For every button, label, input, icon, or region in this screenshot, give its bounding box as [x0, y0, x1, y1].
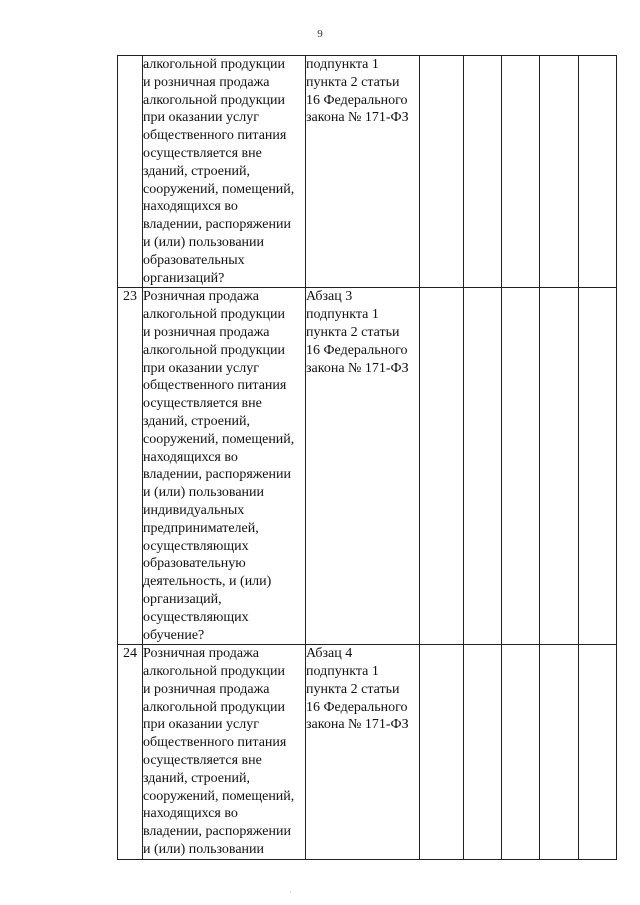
question-line: сооружений, помещений,	[143, 788, 295, 804]
reference-line: пункта 2 статьи	[306, 324, 400, 340]
question-line: обучение?	[143, 627, 205, 643]
question-line: образовательных	[143, 252, 245, 268]
reference-line: подпункта 1	[306, 307, 379, 323]
question-line: и (или) пользовании	[143, 842, 265, 858]
question-line: индивидуальных	[143, 502, 245, 518]
checklist-table	[117, 55, 617, 860]
answer-cell[interactable]	[579, 288, 617, 645]
answer-cell[interactable]	[464, 56, 502, 288]
question-line: осуществляется вне	[143, 753, 262, 769]
question-line: при оказании услуг	[143, 717, 259, 733]
table-row	[118, 288, 617, 645]
question-line: алкогольной продукции	[143, 342, 285, 358]
reference-line: 16 Федерального	[306, 92, 408, 108]
scan-speck: ·	[289, 888, 292, 897]
reference-line: закона № 171-ФЗ	[306, 717, 409, 733]
reference-line: пункта 2 статьи	[306, 681, 400, 697]
question-cell	[143, 645, 306, 860]
answer-cell[interactable]	[502, 645, 540, 860]
question-line: осуществляющих	[143, 538, 249, 554]
row-number-cell	[118, 56, 143, 288]
question-line: и (или) пользовании	[143, 234, 265, 250]
question-line: алкогольной продукции	[143, 57, 285, 72]
table-row	[118, 56, 617, 288]
reference-line: подпункта 1	[306, 57, 379, 72]
question-line: находящихся во	[143, 449, 238, 465]
reference-line: 16 Федерального	[306, 699, 408, 715]
question-line: владении, распоряжении	[143, 467, 291, 483]
question-line: зданий, строений,	[143, 770, 250, 786]
question-line: владении, распоряжении	[143, 217, 291, 233]
question-line: алкогольной продукции	[143, 664, 285, 680]
question-line: общественного питания	[143, 735, 287, 751]
question-line: осуществляется вне	[143, 396, 262, 412]
answer-cell[interactable]	[502, 288, 540, 645]
question-line: и розничная продажа	[143, 74, 270, 90]
question-line: Розничная продажа	[143, 646, 259, 662]
page-number: 9	[317, 28, 323, 40]
answer-cell[interactable]	[540, 288, 579, 645]
question-line: при оказании услуг	[143, 110, 259, 126]
question-line: зданий, строений,	[143, 413, 250, 429]
question-cell	[143, 288, 306, 645]
row-number-cell	[118, 645, 143, 860]
answer-cell[interactable]	[540, 645, 579, 860]
row-number: 24	[123, 646, 137, 662]
answer-cell[interactable]	[464, 288, 502, 645]
answer-cell[interactable]	[579, 56, 617, 288]
legal-reference-cell	[306, 645, 420, 860]
question-line: осуществляющих	[143, 609, 249, 625]
answer-cell[interactable]	[420, 288, 464, 645]
answer-cell[interactable]	[579, 645, 617, 860]
answer-cell[interactable]	[502, 56, 540, 288]
legal-reference-cell	[306, 288, 420, 645]
question-line: и розничная продажа	[143, 681, 270, 697]
reference-line: подпункта 1	[306, 664, 379, 680]
reference-line: пункта 2 статьи	[306, 74, 400, 90]
question-line: организаций,	[143, 591, 222, 607]
answer-cell[interactable]	[420, 645, 464, 860]
reference-line: Абзац 4	[306, 646, 353, 662]
question-line: алкогольной продукции	[143, 92, 285, 108]
question-line: осуществляется вне	[143, 145, 262, 161]
question-line: общественного питания	[143, 128, 287, 144]
question-line: образовательную	[143, 556, 246, 572]
question-line: предпринимателей,	[143, 520, 259, 536]
question-line: находящихся во	[143, 199, 238, 215]
question-line: организаций?	[143, 270, 225, 286]
row-number: 23	[123, 289, 137, 305]
reference-line: Абзац 3	[306, 289, 353, 305]
reference-line: 16 Федерального	[306, 342, 408, 358]
reference-line: закона № 171-ФЗ	[306, 360, 409, 376]
answer-cell[interactable]	[464, 645, 502, 860]
question-line: и розничная продажа	[143, 324, 270, 340]
table-row	[118, 645, 617, 860]
answer-cell[interactable]	[420, 56, 464, 288]
question-line: общественного питания	[143, 378, 287, 394]
question-line: алкогольной продукции	[143, 307, 285, 323]
question-line: зданий, строений,	[143, 163, 250, 179]
answer-cell[interactable]	[540, 56, 579, 288]
question-line: деятельность, и (или)	[143, 574, 272, 590]
legal-reference-cell	[306, 56, 420, 288]
question-line: сооружений, помещений,	[143, 431, 295, 447]
question-line: алкогольной продукции	[143, 699, 285, 715]
question-line: находящихся во	[143, 806, 238, 822]
question-line: и (или) пользовании	[143, 485, 265, 501]
row-number-cell	[118, 288, 143, 645]
question-line: сооружений, помещений,	[143, 181, 295, 197]
question-cell	[143, 56, 306, 288]
question-line: при оказании услуг	[143, 360, 259, 376]
question-line: владении, распоряжении	[143, 824, 291, 840]
reference-line: закона № 171-ФЗ	[306, 110, 409, 126]
question-line: Розничная продажа	[143, 289, 259, 305]
